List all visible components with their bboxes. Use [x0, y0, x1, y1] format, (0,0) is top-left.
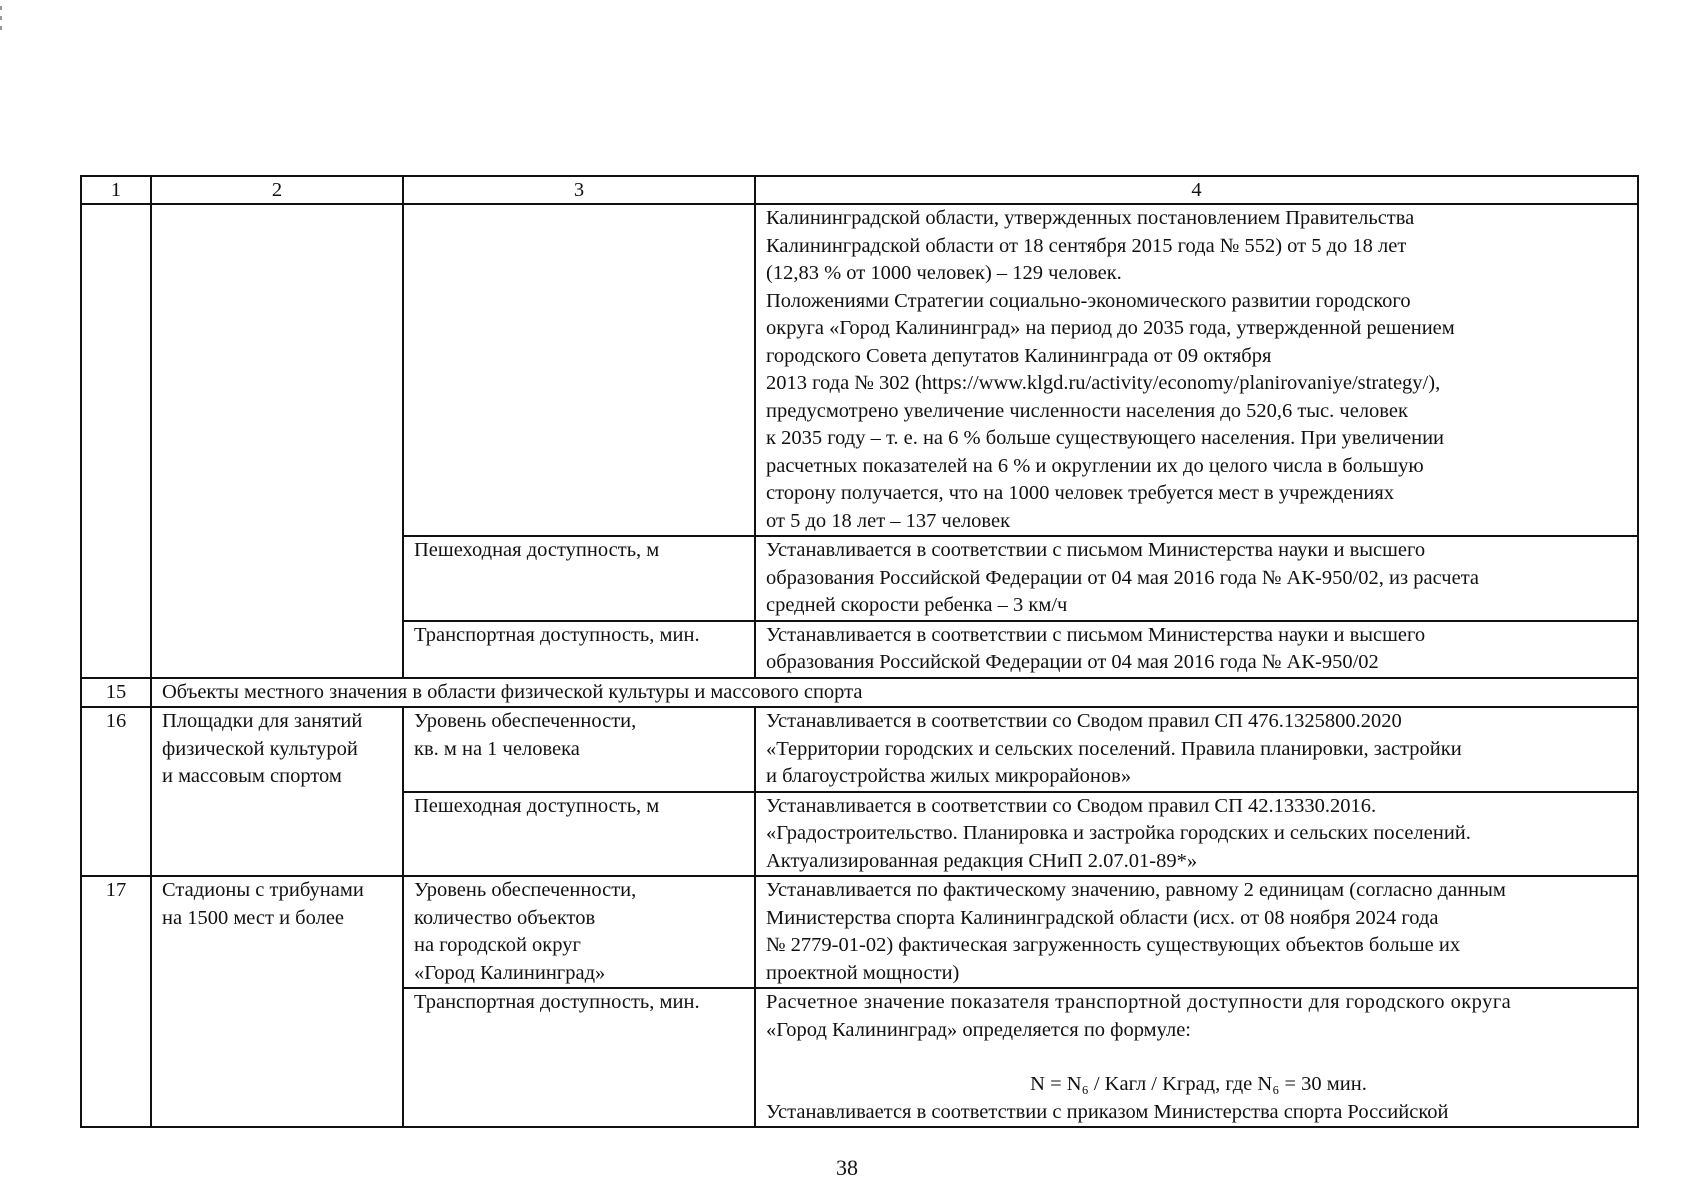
text-line: образования Российской Федерации от 04 мая 2016 года № АК-950/02	[766, 651, 1379, 673]
text-line: от 5 до 18 лет – 137 человек	[766, 509, 1011, 532]
text-line: округа «Город Калининград» на период до 2035 года, утвержденной решением	[766, 317, 1455, 339]
text-line: образования Российской Федерации от 04 мая 2016 года № АК-950/02, из расчета	[766, 566, 1479, 589]
text-line: «Город Калининград»	[414, 961, 606, 984]
indicator-cell: Пешеходная доступность, м	[403, 792, 755, 877]
text-line: Стадионы с трибунами	[162, 879, 364, 901]
text-line: Устанавливается в соответствии со Сводом правил СП 476.1325800.2020	[766, 710, 1402, 732]
text-line: Устанавливается в соответствии с письмом Министерства науки и высшего	[766, 539, 1426, 561]
text-line: предусмотрено увеличение численности населения до 520,6 тыс. человек	[766, 399, 1408, 422]
text-line: Калининградской области, утвержденных постановлением Правительства	[766, 207, 1415, 229]
row-number-cell: 17	[81, 876, 151, 1127]
value-cell	[755, 621, 1638, 678]
text-line: «Градостроительство. Планировка и застройка городских и сельских поселений.	[766, 822, 1471, 844]
text-line: Уровень обеспеченности,	[414, 710, 637, 732]
indicator-cell	[403, 876, 755, 988]
header-cell-1: 1	[81, 176, 151, 204]
text-line: «Город Калининград» определяется по формуле:	[766, 1018, 1191, 1041]
text-line: Актуализированная редакция СНиП 2.07.01-89*»	[766, 849, 1198, 872]
text-line: (12,83 % от 1000 человек) – 129 человек.	[766, 262, 1122, 284]
value-cell	[755, 536, 1638, 621]
text-line: Положениями Стратегии социально-экономического развитии городского	[766, 289, 1411, 312]
text-line: Устанавливается в соответствии с письмом Министерства науки и высшего	[766, 623, 1426, 646]
text-line: к 2035 году – т. е. на 6 % больше существующего населения. При увеличении	[766, 427, 1445, 449]
value-cell	[755, 792, 1638, 877]
object-cell	[151, 204, 403, 678]
table-row	[81, 204, 1638, 536]
text-line: сторону получается, что на 1000 человек требуется мест в учреждениях	[766, 482, 1395, 504]
text-line: Устанавливается в соответствии со Сводом правил СП 42.13330.2016.	[766, 794, 1377, 817]
table-row	[81, 876, 1638, 988]
text-line: Устанавливается в соответствии с приказом Министерства спорта Российской	[766, 1100, 1449, 1123]
text-line: Устанавливается по фактическому значению, равному 2 единицам (согласно данным	[766, 879, 1506, 901]
text-line: 2013 года № 302 (https://www.klgd.ru/activity/economy/planirovaniye/strategy/),	[766, 372, 1441, 394]
row-number-cell	[81, 204, 151, 678]
row-number-cell: 15	[81, 678, 151, 708]
text-line: Уровень обеспеченности,	[414, 879, 637, 901]
text-line: Площадки для занятий	[162, 710, 363, 732]
text-line: № 2779-01-02) фактическая загруженность существующих объектов больше их	[766, 934, 1461, 956]
text-line: городского Совета депутатов Калининграда от 09 октября	[766, 344, 1272, 367]
text-line: средней скорости ребенка – 3 км/ч	[766, 594, 1068, 616]
object-cell	[151, 876, 403, 1127]
text-line: кв. м на 1 человека	[414, 737, 580, 760]
formula: N = N₆ / Kагл / Kград, где N₆ = 30 мин.	[1030, 1073, 1367, 1095]
indicator-cell	[403, 707, 755, 792]
text-line: Расчетное значение показателя транспортной доступности для городского округа	[766, 991, 1512, 1013]
value-cell	[755, 707, 1638, 792]
value-cell	[755, 876, 1638, 988]
text-line: на 1500 мест и более	[162, 906, 345, 929]
text-line: и благоустройства жилых микрорайонов»	[766, 765, 1132, 787]
header-cell-2: 2	[151, 176, 403, 204]
text-line: Министерства спорта Калининградской области (исх. от 08 ноября 2024 года	[766, 906, 1439, 929]
indicator-cell: Транспортная доступность, мин.	[403, 988, 755, 1127]
indicator-cell	[403, 204, 755, 536]
table-header-row	[81, 176, 1638, 204]
indicator-cell: Пешеходная доступность, м	[403, 536, 755, 621]
text-line: «Территории городских и сельских поселений. Правила планировки, застройки	[766, 737, 1462, 760]
section-row	[81, 678, 1638, 708]
header-cell-3: 3	[403, 176, 755, 204]
value-cell	[755, 988, 1638, 1127]
table-row	[81, 707, 1638, 792]
page-number: 38	[836, 1155, 858, 1180]
standards-table	[80, 175, 1639, 1128]
text-line: на городской округ	[414, 934, 581, 956]
value-cell	[755, 204, 1638, 536]
text-line: физической культурой	[162, 737, 358, 760]
text-line: Калининградской области от 18 сентября 2015 года № 552) от 5 до 18 лет	[766, 234, 1407, 257]
scan-margin-marks	[0, 6, 3, 36]
row-number-cell: 16	[81, 707, 151, 876]
text-line: количество объектов	[414, 906, 596, 929]
indicator-cell: Транспортная доступность, мин.	[403, 621, 755, 678]
text-line: и массовым спортом	[162, 765, 342, 787]
object-cell	[151, 707, 403, 876]
text-line: расчетных показателей на 6 % и округлении их до целого числа в большую	[766, 454, 1424, 477]
header-cell-4: 4	[755, 176, 1638, 204]
text-line: проектной мощности)	[766, 961, 960, 984]
section-title-cell: Объекты местного значения в области физической культуры и массового спорта	[151, 678, 1638, 708]
